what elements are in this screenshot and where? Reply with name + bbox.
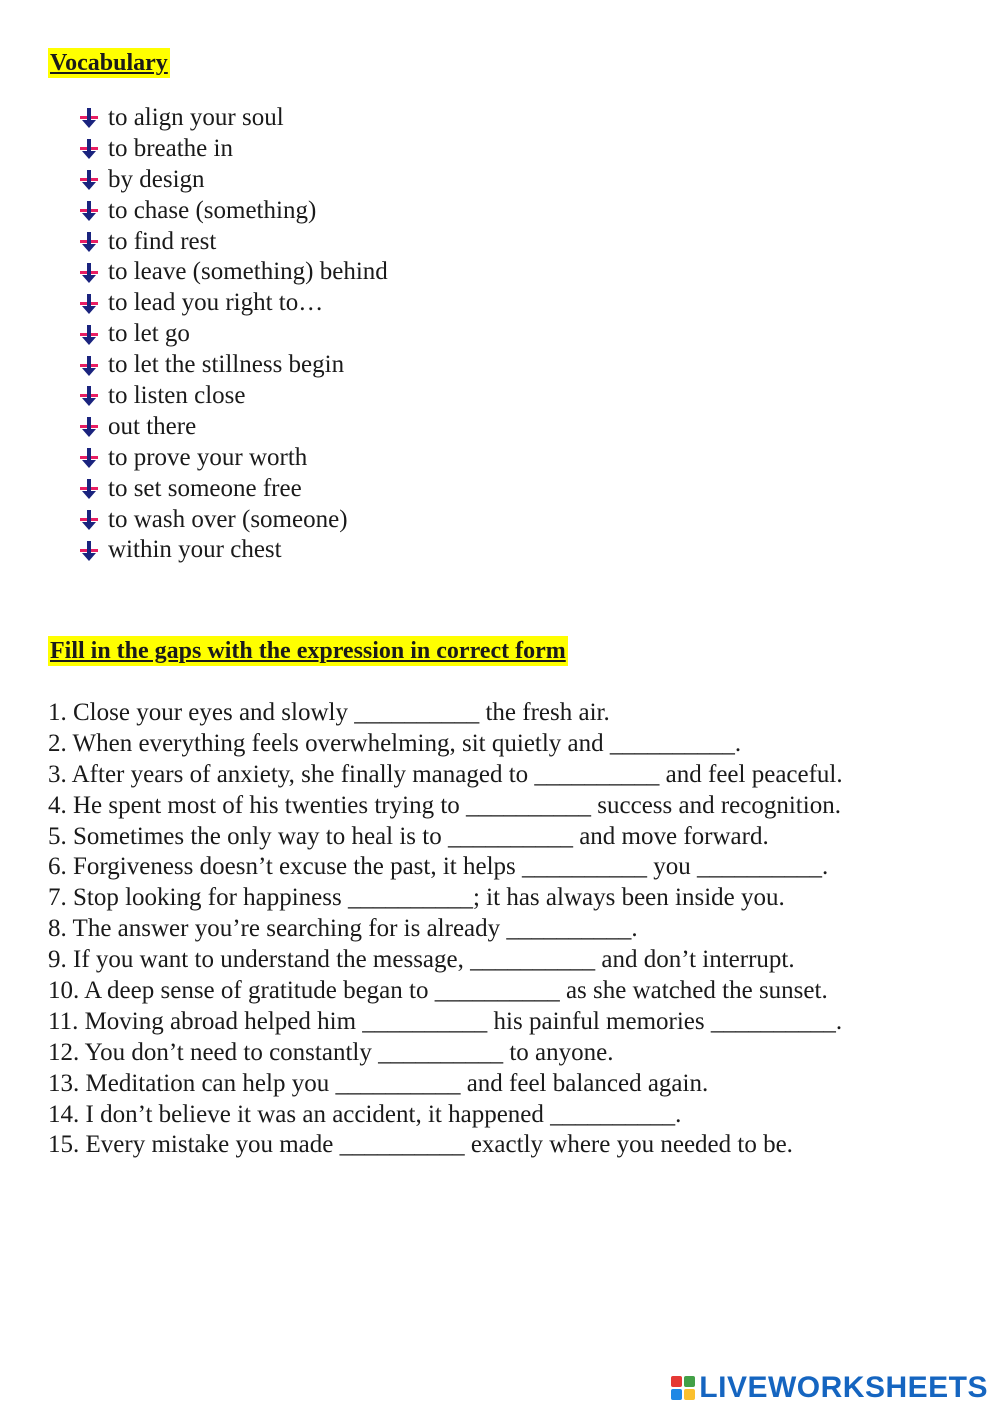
- exercise-heading: Fill in the gaps with the expression in correct form: [50, 638, 566, 664]
- vocabulary-item: [78, 412, 388, 443]
- logo-square: [684, 1376, 695, 1387]
- logo-square: [671, 1376, 682, 1387]
- vocabulary-item: [78, 319, 388, 350]
- vocabulary-item-label: to wash over (someone): [108, 505, 348, 533]
- down-arrow-bullet-icon: [78, 107, 100, 129]
- vocabulary-item-label: to align your soul: [108, 104, 284, 131]
- vocabulary-item: [78, 474, 388, 505]
- exercise-sentence: 1. Close your eyes and slowly __________ the fresh air.: [48, 699, 610, 726]
- exercise-sentence: 4. He spent most of his twenties trying to __________ success and recognition.: [48, 791, 841, 819]
- vocabulary-item-label: to let go: [108, 320, 190, 348]
- vocabulary-item-label: to prove your worth: [108, 443, 308, 471]
- down-arrow-bullet-icon: [78, 262, 100, 284]
- vocabulary-item: [78, 443, 388, 474]
- down-arrow-bullet-icon: [78, 416, 100, 438]
- vocabulary-item-label: out there: [108, 412, 197, 440]
- vocabulary-item-label: to listen close: [108, 382, 246, 410]
- vocabulary-item: [78, 257, 388, 288]
- vocabulary-item: [78, 134, 388, 165]
- vocabulary-item-label: to chase (something): [108, 196, 317, 224]
- down-arrow-bullet-icon: [78, 324, 100, 346]
- exercise-sentence: 8. The answer you’re searching for is already __________.: [48, 915, 638, 943]
- down-arrow-bullet-icon: [78, 200, 100, 222]
- exercise-sentence: 14. I don’t believe it was an accident, it happened __________.: [48, 1100, 682, 1128]
- vocabulary-item-label: within your chest: [108, 536, 282, 564]
- down-arrow-bullet-icon: [78, 355, 100, 377]
- vocabulary-item: [78, 288, 388, 319]
- exercise-sentence: 3. After years of anxiety, she finally managed to __________ and feel peaceful.: [48, 760, 843, 788]
- vocabulary-item: [78, 350, 388, 381]
- vocabulary-heading: Vocabulary: [50, 50, 168, 76]
- exercise-sentence: 10. A deep sense of gratitude began to __________ as she watched the sunset.: [48, 977, 828, 1005]
- vocabulary-item: [78, 381, 388, 412]
- exercise-sentence: 12. You don’t need to constantly __________ to anyone.: [48, 1038, 614, 1066]
- down-arrow-bullet-icon: [78, 447, 100, 469]
- exercise-sentence: 7. Stop looking for happiness __________; it has always been inside you.: [48, 884, 785, 912]
- liveworksheets-brand: [671, 1371, 988, 1405]
- vocabulary-item: [78, 505, 388, 536]
- exercise-sentence: 9. If you want to understand the message, __________ and don’t interrupt.: [48, 946, 795, 974]
- down-arrow-bullet-icon: [78, 478, 100, 500]
- vocabulary-list: [78, 103, 388, 566]
- logo-square: [684, 1389, 695, 1400]
- exercise-list: [48, 698, 843, 1161]
- exercise-sentence: 5. Sometimes the only way to heal is to __________ and move forward.: [48, 822, 769, 850]
- brand-name: LIVEWORKSHEETS: [699, 1371, 988, 1404]
- exercise-sentence: 11. Moving abroad helped him __________ his painful memories __________.: [48, 1007, 843, 1035]
- vocabulary-item-label: by design: [108, 165, 205, 193]
- down-arrow-bullet-icon: [78, 231, 100, 253]
- vocabulary-item-label: to breathe in: [108, 134, 233, 162]
- vocabulary-item: [78, 535, 388, 566]
- exercise-sentence: 2. When everything feels overwhelming, sit quietly and __________.: [48, 729, 742, 757]
- down-arrow-bullet-icon: [78, 509, 100, 531]
- vocabulary-item-label: to set someone free: [108, 474, 302, 502]
- exercise-sentence: 13. Meditation can help you __________ and feel balanced again.: [48, 1069, 709, 1097]
- exercise-sentence: 15. Every mistake you made __________ exactly where you needed to be.: [48, 1131, 793, 1159]
- vocabulary-item-label: to find rest: [108, 227, 217, 255]
- vocabulary-item: [78, 103, 388, 134]
- vocabulary-item: [78, 165, 388, 196]
- down-arrow-bullet-icon: [78, 169, 100, 191]
- down-arrow-bullet-icon: [78, 385, 100, 407]
- exercise-sentence: 6. Forgiveness doesn’t excuse the past, it helps __________ you __________.: [48, 853, 829, 881]
- down-arrow-bullet-icon: [78, 540, 100, 562]
- liveworksheets-logo-icon: [671, 1376, 695, 1400]
- vocabulary-item-label: to lead you right to…: [108, 289, 324, 317]
- down-arrow-bullet-icon: [78, 138, 100, 160]
- vocabulary-item-label: to let the stillness begin: [108, 351, 345, 379]
- down-arrow-bullet-icon: [78, 293, 100, 315]
- logo-square: [671, 1389, 682, 1400]
- vocabulary-item: [78, 227, 388, 258]
- vocabulary-item-label: to leave (something) behind: [108, 258, 388, 286]
- vocabulary-item: [78, 196, 388, 227]
